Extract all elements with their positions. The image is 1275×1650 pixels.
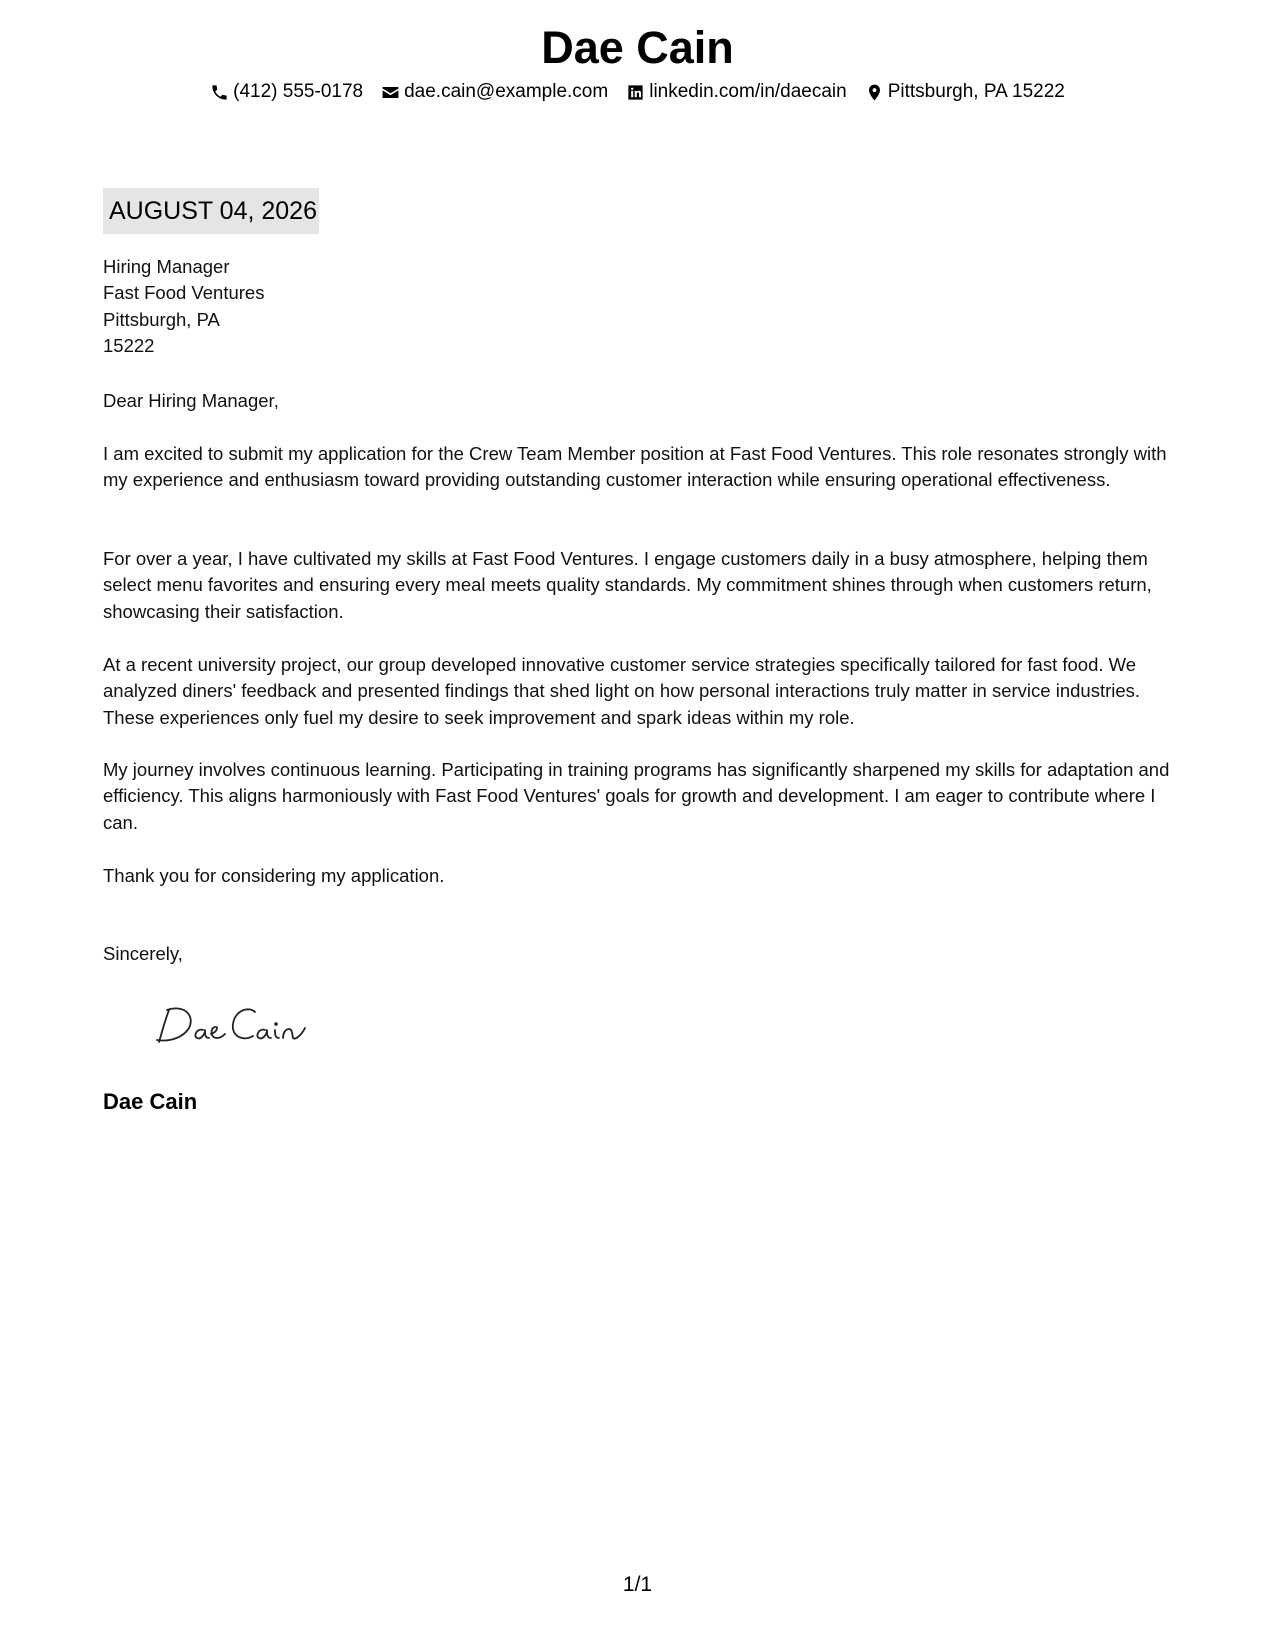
- body-paragraph-1: I am excited to submit my application for the Crew Team Member position at Fast Food Ventures. This role resonates strongly with my experience and enthusiasm toward providing outstanding customer interaction while ensuring operational effectiveness.: [103, 443, 1167, 491]
- envelope-icon: [381, 83, 400, 102]
- map-pin-icon: [865, 83, 884, 102]
- salutation: Dear Hiring Manager,: [103, 390, 279, 411]
- contact-location: [865, 78, 1065, 106]
- contact-email[interactable]: [381, 78, 608, 106]
- phone-text: (412) 555-0178: [233, 81, 364, 102]
- location-text: Pittsburgh, PA 15222: [887, 81, 1065, 102]
- applicant-name-heading: Dae Cain: [541, 22, 734, 73]
- recipient-address: [103, 254, 264, 359]
- contact-info-row: [0, 78, 1275, 106]
- linkedin-text: linkedin.com/in/daecain: [649, 81, 847, 102]
- signer-name: Dae Cain: [103, 1089, 198, 1114]
- phone-icon: [210, 83, 229, 102]
- letter-date: AUGUST 04, 2026: [103, 188, 319, 234]
- sign-off: Sincerely,: [103, 943, 183, 964]
- contact-phone[interactable]: [210, 78, 363, 106]
- body-paragraph-3: At a recent university project, our group developed innovative customer service strategies specifically tailored for fast food. We analyzed diners' feedback and presented findings that shed light on how personal interactions truly matter in service industries. These experiences only fuel my desire to seek improvement and spark ideas within my role.: [103, 654, 1141, 728]
- email-text: dae.cain@example.com: [404, 81, 609, 102]
- recipient-company: Fast Food Ventures: [103, 282, 265, 304]
- recipient-title: Hiring Manager: [103, 256, 230, 277]
- closing-thanks: Thank you for considering my application.: [103, 865, 445, 886]
- body-paragraph-2: For over a year, I have cultivated my skills at Fast Food Ventures. I engage customers daily in a busy atmosphere, helping them select menu favorites and ensuring every meal meets quality standards. My commitment shines through when customers return, showcasing their satisfaction.: [103, 548, 1152, 622]
- body-paragraph-4: My journey involves continuous learning. Participating in training programs has significantly sharpened my skills for adaptation and efficiency. This aligns harmoniously with Fast Food Ventures' goals for growth and development. I am eager to contribute where I can.: [103, 759, 1170, 833]
- linkedin-icon: [626, 83, 645, 102]
- recipient-zip: 15222: [103, 334, 155, 356]
- recipient-city: Pittsburgh, PA: [103, 308, 220, 330]
- page-number: 1/1: [622, 1573, 653, 1596]
- contact-linkedin[interactable]: [626, 78, 847, 106]
- handwritten-signature: [155, 998, 315, 1048]
